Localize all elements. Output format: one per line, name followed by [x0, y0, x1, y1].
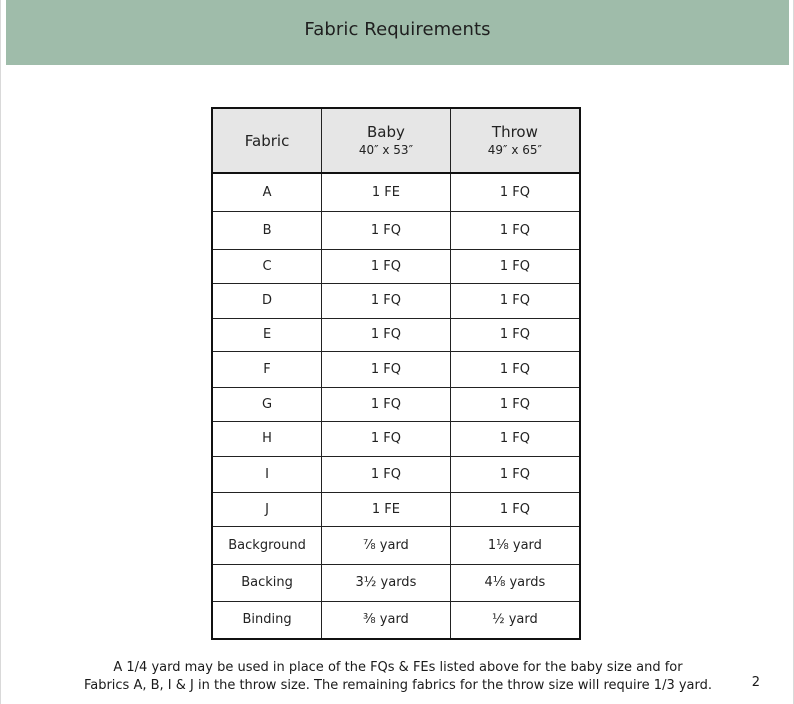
cell-fabric: B — [212, 211, 322, 249]
cell-fabric: F — [212, 351, 322, 387]
cell-baby: 1 FQ — [322, 318, 451, 351]
cell-baby: 1 FE — [322, 173, 451, 211]
column-header-throw-size: 49″ x 65″ — [487, 142, 542, 157]
cell-throw: 1 FQ — [450, 421, 580, 456]
cell-fabric: J — [212, 492, 322, 526]
cell-throw: 1⅛ yard — [450, 526, 580, 564]
table-body — [212, 173, 580, 639]
table-header-row — [212, 108, 580, 173]
cell-fabric: E — [212, 318, 322, 351]
footnote — [41, 659, 755, 695]
page-number: 2 — [751, 675, 760, 690]
table-row — [212, 318, 580, 351]
column-header-fabric — [212, 108, 322, 173]
column-header-baby-title: Baby — [366, 122, 405, 141]
table-row — [212, 283, 580, 318]
cell-baby: 1 FE — [322, 492, 451, 526]
cell-baby: 1 FQ — [322, 249, 451, 283]
cell-baby: 3½ yards — [322, 564, 451, 601]
cell-fabric: I — [212, 456, 322, 492]
table-row — [212, 387, 580, 421]
cell-fabric: A — [212, 173, 322, 211]
cell-throw: 1 FQ — [450, 318, 580, 351]
cell-baby: 1 FQ — [322, 456, 451, 492]
cell-baby: 1 FQ — [322, 421, 451, 456]
column-header-baby-size: 40″ x 53″ — [358, 142, 414, 157]
cell-fabric: Backing — [212, 564, 322, 601]
cell-throw: 1 FQ — [450, 249, 580, 283]
cell-throw: 1 FQ — [450, 387, 580, 421]
page-title: Fabric Requirements — [304, 19, 491, 40]
cell-fabric: C — [212, 249, 322, 283]
cell-throw: 1 FQ — [450, 211, 580, 249]
table-row — [212, 456, 580, 492]
cell-throw: 1 FQ — [450, 492, 580, 526]
table-row — [212, 492, 580, 526]
cell-fabric: Binding — [212, 601, 322, 639]
cell-throw: ½ yard — [450, 601, 580, 639]
table-row — [212, 564, 580, 601]
cell-fabric: Background — [212, 526, 322, 564]
cell-fabric: G — [212, 387, 322, 421]
footnote-line-1: A 1/4 yard may be used in place of the FQs & FEs listed above for the baby size and for — [113, 660, 683, 675]
table-row — [212, 526, 580, 564]
cell-throw: 1 FQ — [450, 456, 580, 492]
table-row — [212, 173, 580, 211]
table-row — [212, 601, 580, 639]
table-row — [212, 249, 580, 283]
table-row — [212, 421, 580, 456]
cell-fabric: D — [212, 283, 322, 318]
column-header-throw — [450, 108, 580, 173]
cell-throw: 4⅛ yards — [450, 564, 580, 601]
table-row — [212, 351, 580, 387]
cell-baby: 1 FQ — [322, 211, 451, 249]
header-bar — [6, 0, 789, 65]
cell-baby: ⅜ yard — [322, 601, 451, 639]
cell-throw: 1 FQ — [450, 351, 580, 387]
table-row — [212, 211, 580, 249]
cell-throw: 1 FQ — [450, 173, 580, 211]
column-header-throw-title: Throw — [491, 122, 538, 141]
footnote-line-2: Fabrics A, B, I & J in the throw size. The remaining fabrics for the throw size will require 1/3 yard. — [83, 678, 713, 693]
column-header-fabric-title: Fabric — [244, 131, 290, 150]
fabric-requirements-table — [211, 107, 581, 640]
cell-fabric: H — [212, 421, 322, 456]
cell-baby: ⅞ yard — [322, 526, 451, 564]
cell-baby: 1 FQ — [322, 283, 451, 318]
cell-throw: 1 FQ — [450, 283, 580, 318]
column-header-baby — [322, 108, 451, 173]
cell-baby: 1 FQ — [322, 387, 451, 421]
cell-baby: 1 FQ — [322, 351, 451, 387]
